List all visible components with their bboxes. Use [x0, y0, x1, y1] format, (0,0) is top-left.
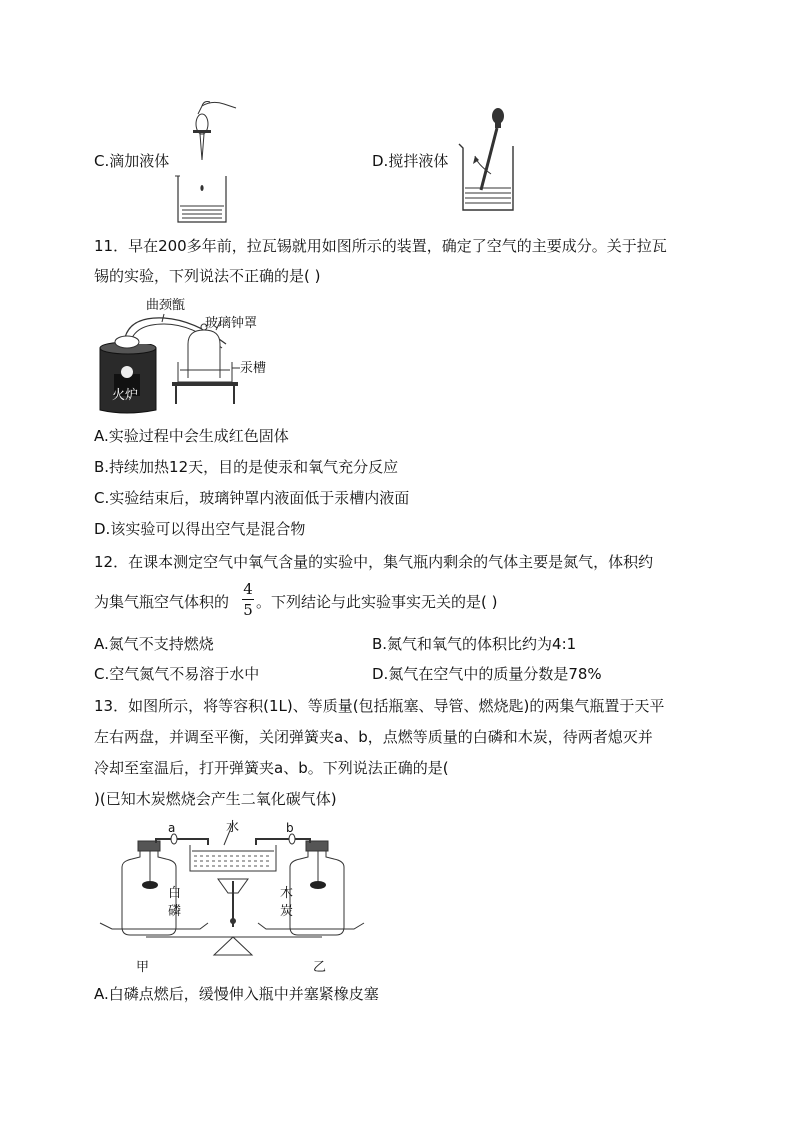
q13-stem-line2: 左右两盘，并调至平衡，关闭弹簧夹a、b，点燃等质量的白磷和木炭，待两者熄灭并 — [94, 728, 653, 746]
label-bell-jar: 玻璃钟罩 — [205, 316, 258, 331]
q12-option-b: B.氮气和氧气的体积比约为4:1 — [372, 635, 577, 653]
fraction-bar — [242, 599, 254, 600]
q13-stem-line4: )(已知木炭燃烧会产生二氧化碳气体) — [94, 790, 337, 808]
label-clip-a: a — [168, 821, 176, 835]
q12-option-c: C.空气氮气不易溶于水中 — [94, 665, 260, 683]
q13-option-a: A.白磷点燃后，缓慢伸入瓶中并塞紧橡皮塞 — [94, 985, 379, 1003]
q11-option-c: C.实验结束后，玻璃钟罩内液面低于汞槽内液面 — [94, 489, 410, 507]
q12-option-d: D.氮气在空气中的质量分数是78% — [372, 665, 602, 683]
q12-stem-line1: 12．在课本测定空气中氧气含量的实验中，集气瓶内剩余的气体主要是氮气，体积约 — [94, 553, 654, 571]
q12-stem-line2-post: 。下列结论与此实验事实无关的是( ) — [256, 593, 498, 611]
label-charcoal-2: 炭 — [280, 904, 294, 919]
q10-option-c: C.滴加液体 — [94, 152, 170, 170]
label-jia: 甲 — [136, 960, 150, 975]
label-trough: 汞槽 — [240, 361, 267, 376]
q11-option-a: A.实验过程中会生成红色固体 — [94, 427, 289, 445]
label-clip-b: b — [286, 821, 294, 835]
q11-option-d: D.该实验可以得出空气是混合物 — [94, 520, 306, 538]
stirring-figure — [455, 104, 521, 216]
label-furnace: 火炉 — [112, 388, 139, 403]
label-water: 水 — [226, 820, 240, 835]
fraction-denominator: 5 — [243, 601, 253, 619]
label-retort: 曲颈甑 — [146, 298, 186, 313]
q10-option-d: D.搅拌液体 — [372, 152, 449, 170]
label-white-phosphorus-1: 白 — [168, 886, 182, 901]
q12-stem-line2-pre: 为集气瓶空气体积的 — [94, 593, 230, 611]
q11-stem-line2: 锡的实验，下列说法不正确的是( ) — [94, 267, 321, 285]
q11-option-b: B.持续加热12天，目的是使汞和氧气充分反应 — [94, 458, 399, 476]
label-yi: 乙 — [313, 960, 327, 975]
q13-stem-line1: 13．如图所示，将等容积(1L)、等质量(包括瓶塞、导管、燃烧匙)的两集气瓶置于天平 — [94, 697, 665, 715]
label-white-phosphorus-2: 磷 — [168, 904, 182, 919]
fraction-numerator: 4 — [243, 580, 253, 598]
label-charcoal-1: 木 — [280, 886, 294, 901]
q12-option-a: A.氮气不支持燃烧 — [94, 635, 214, 653]
q13-stem-line3: 冷却至室温后，打开弹簧夹a、b。下列说法正确的是( — [94, 759, 449, 777]
dropper-figure — [172, 96, 242, 226]
q11-stem-line1: 11．早在200多年前，拉瓦锡就用如图所示的装置，确定了空气的主要成分。关于拉瓦 — [94, 237, 667, 255]
